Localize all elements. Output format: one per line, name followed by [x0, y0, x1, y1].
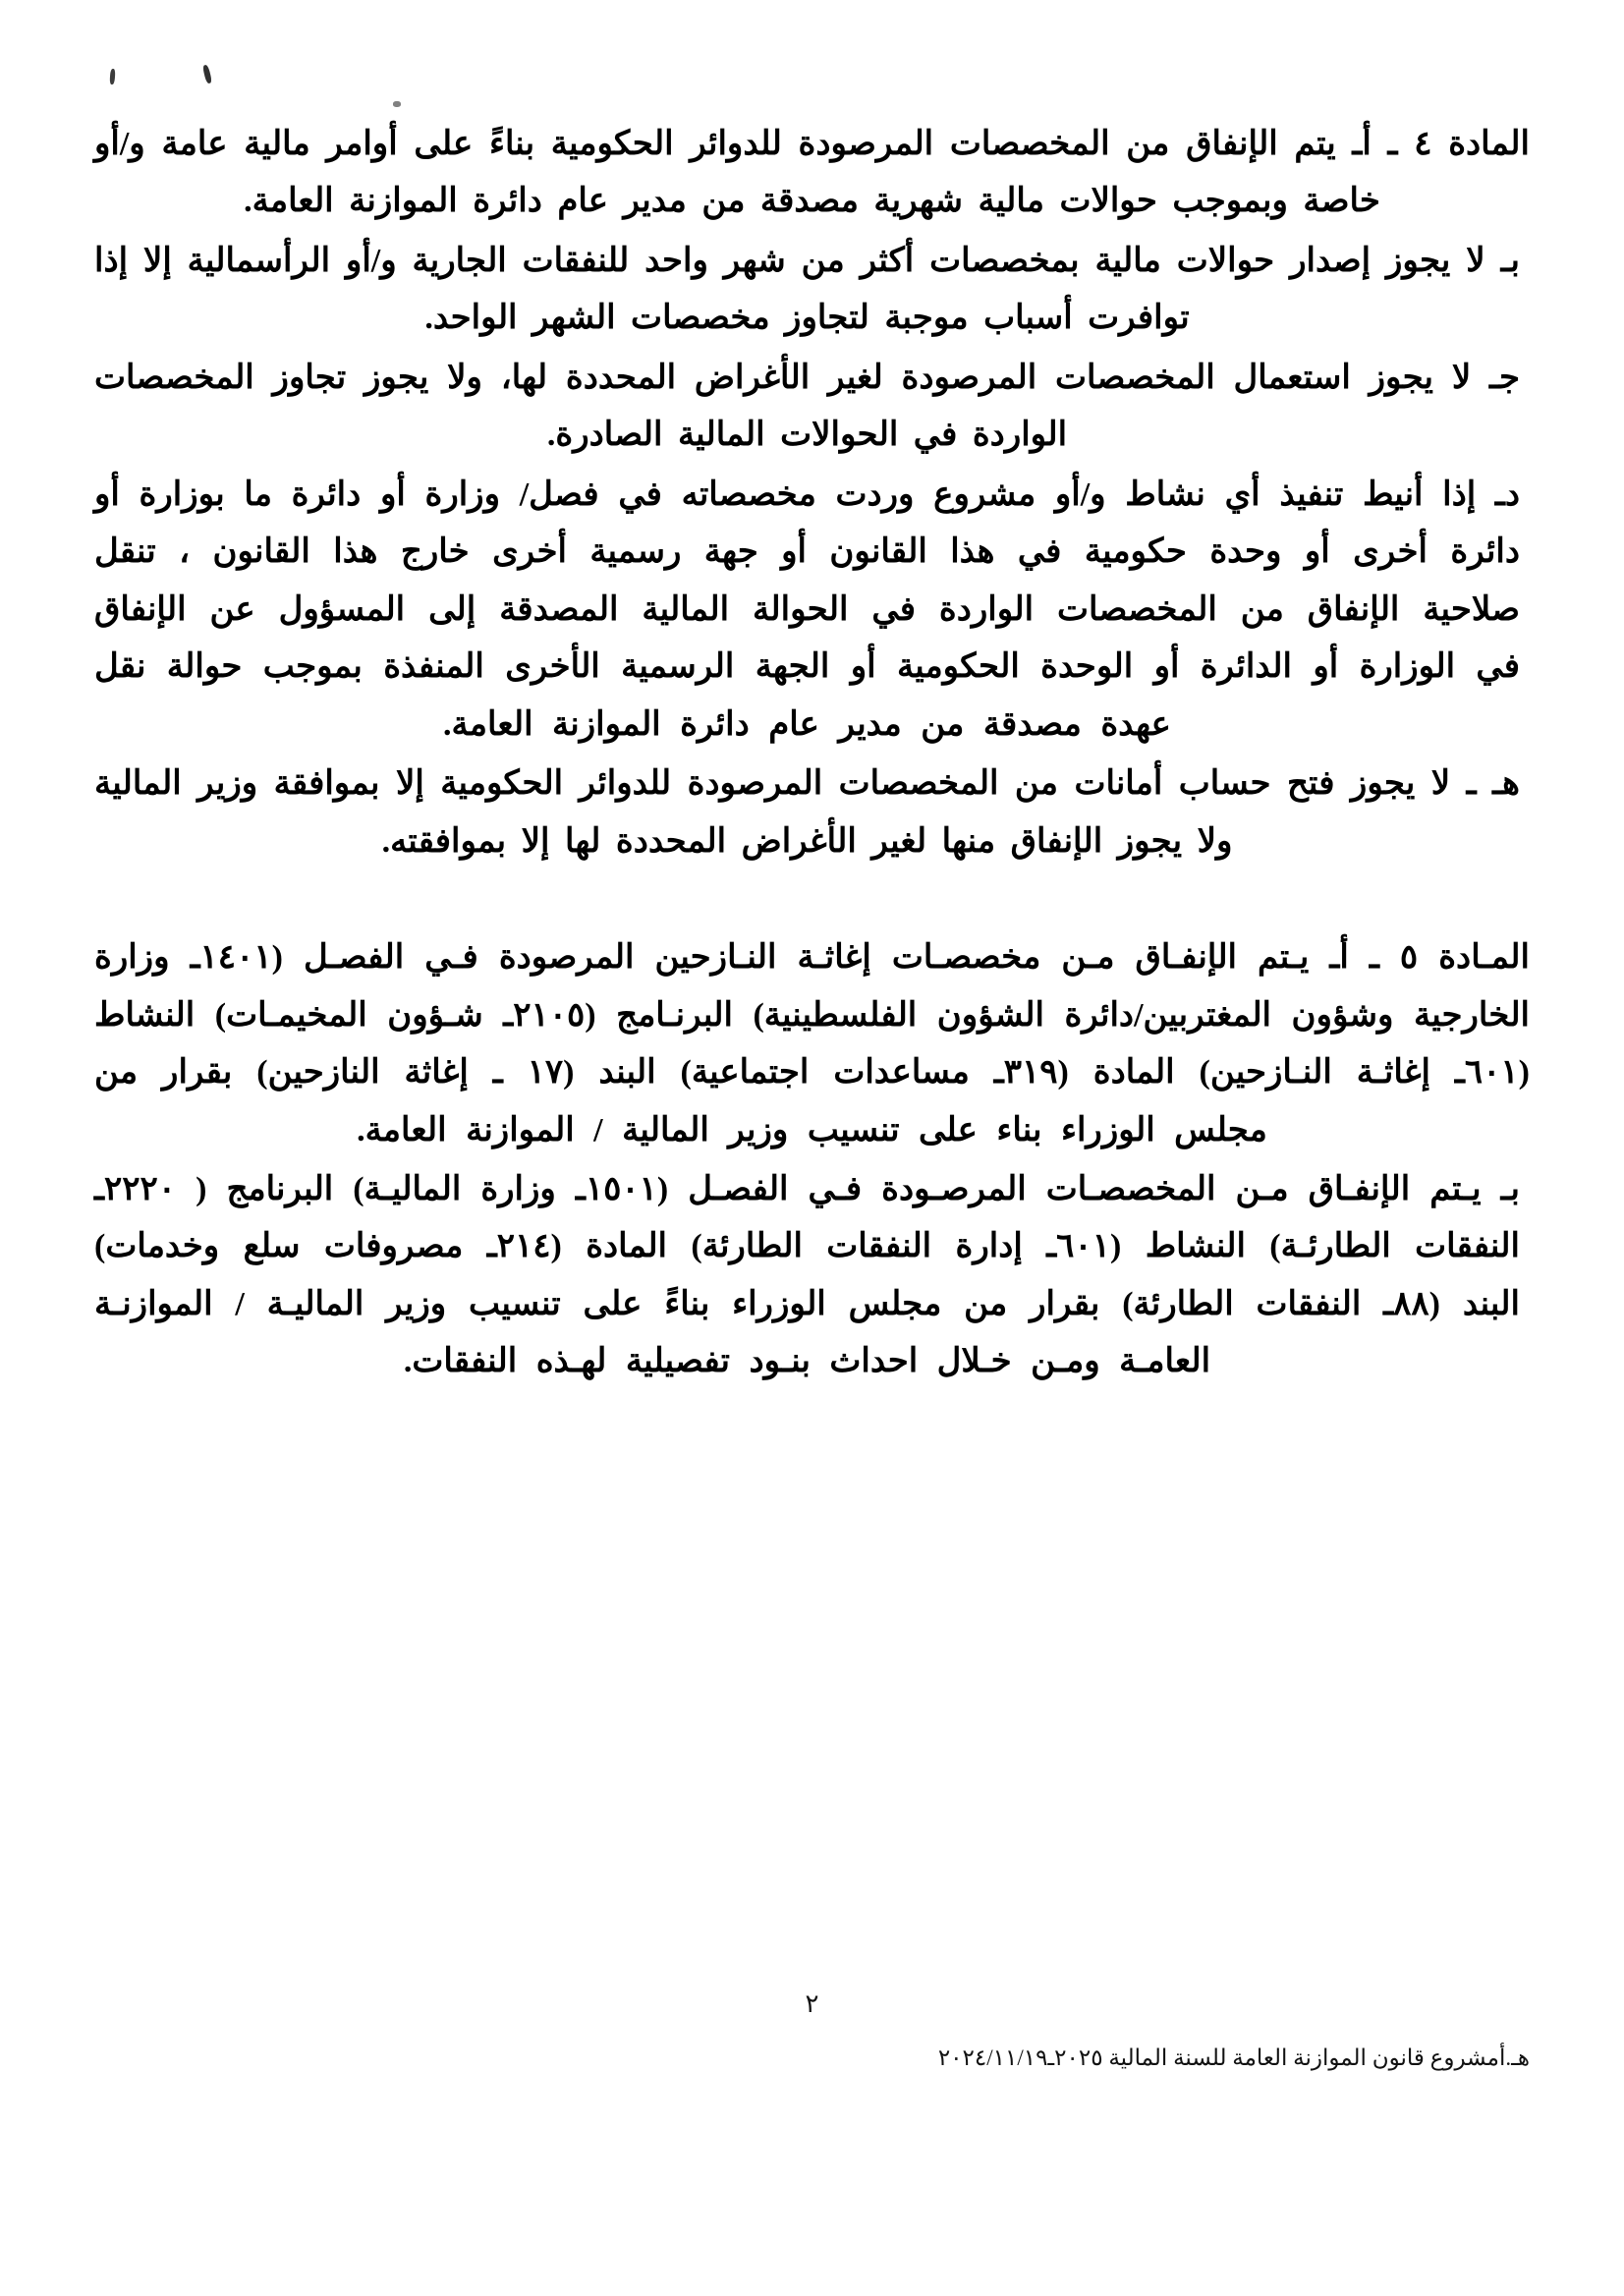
section-spacer [94, 872, 1530, 929]
article-4-paragraph-d: دـ إذا أنيط تنفيذ أي نشاط و/أو مشروع وردت مخصصاته في فصل/ وزارة أو دائرة ما بوزارة أو دائرة أخرى أو وحدة حكومية في هذا القانون أو جهة رسمية أخرى خارج هذا القانون ، تنقل صلاحية الإنفاق من المخصصات الواردة في الحوالة المالية المصدقة إلى المسؤول عن الإنفاق في الوزارة أو الدائرة أو الوحدة الحكومية أو الجهة الرسمية الأخرى المنفذة بموجب حوالة نقل عهدة مصدقة من مدير عام دائرة الموازنة العامة. [94, 476, 1520, 743]
article-4-paragraph-b: بـ لا يجوز إصدار حوالات مالية بمخصصات أكثر من شهر واحد للنفقات الجارية و/أو الرأسمالية إلا إذا توافرت أسباب موجبة لتجاوز مخصصات الشهر الواحد. [94, 242, 1520, 337]
scan-artifact-icon [202, 65, 212, 84]
page-number: ٢ [805, 1989, 819, 2018]
document-body [94, 116, 1530, 1393]
article-5 [94, 929, 1530, 1391]
article-4-paragraph-e: هـ ـ لا يجوز فتح حساب أمانات من المخصصات المرصودة للدوائر الحكومية إلا بموافقة وزير المالية ولا يجوز الإنفاق منها لغير الأغراض المحددة لها إلا بموافقته. [94, 765, 1520, 860]
article-4-paragraph-a: المادة ٤ ـ أـ يتم الإنفاق من المخصصات المرصودة للدوائر الحكومية بناءً على أوامر مالية عامة و/أو خاصة وبموجب حوالات مالية شهرية مصدقة من مدير عام دائرة الموازنة العامة. [94, 126, 1530, 220]
footer-note: هـ.أمشروع قانون الموازنة العامة للسنة المالية ٢٠٢٥ـ٢٠٢٤/١١/١٩ [937, 2045, 1530, 2070]
article-4 [94, 116, 1530, 870]
scan-artifact-icon [393, 101, 401, 107]
article-5-paragraph-b: بـ يـتم الإنفـاق مـن المخصصـات المرصـودة فـي الفصـل (١٥٠١ـ وزارة الماليـة) البرنامج ( ٢٢٢٠ـ النفقات الطارئـة) النشاط (٦٠١ـ إدارة النفقات الطارئة) المادة (٢١٤ـ مصروفات سلع وخدمات) البند (٨٨ـ النفقات الطارئة) بقرار من مجلس الوزراء بناءً على تنسيب وزير الماليـة / الموازنـة العامـة ومـن خـلال احداث بنـود تفصيلية لهـذه النفقات. [94, 1170, 1521, 1380]
article-4-paragraph-c: جـ لا يجوز استعمال المخصصات المرصودة لغير الأغراض المحددة لها، ولا يجوز تجاوز المخصصات الواردة في الحوالات المالية الصادرة. [94, 359, 1520, 454]
scan-artifact-icon [109, 69, 115, 84]
article-5-paragraph-a: المـادة ٥ ـ أـ يـتم الإنفـاق مـن مخصصـات إغاثـة النـازحين المرصودة فـي الفصـل (١٤٠١ـ وزارة الخارجية وشؤون المغتربين/دائرة الشؤون الفلسطينية) البرنـامج (٢١٠٥ـ شـؤون المخيمـات) النشاط (٦٠١ـ إغاثـة النـازحين) المادة (٣١٩ـ مساعدات اجتماعية) البند (١٧ ـ إغاثة النازحين) بقرار من مجلس الوزراء بناء على تنسيب وزير المالية / الموازنة العامة. [94, 939, 1530, 1148]
